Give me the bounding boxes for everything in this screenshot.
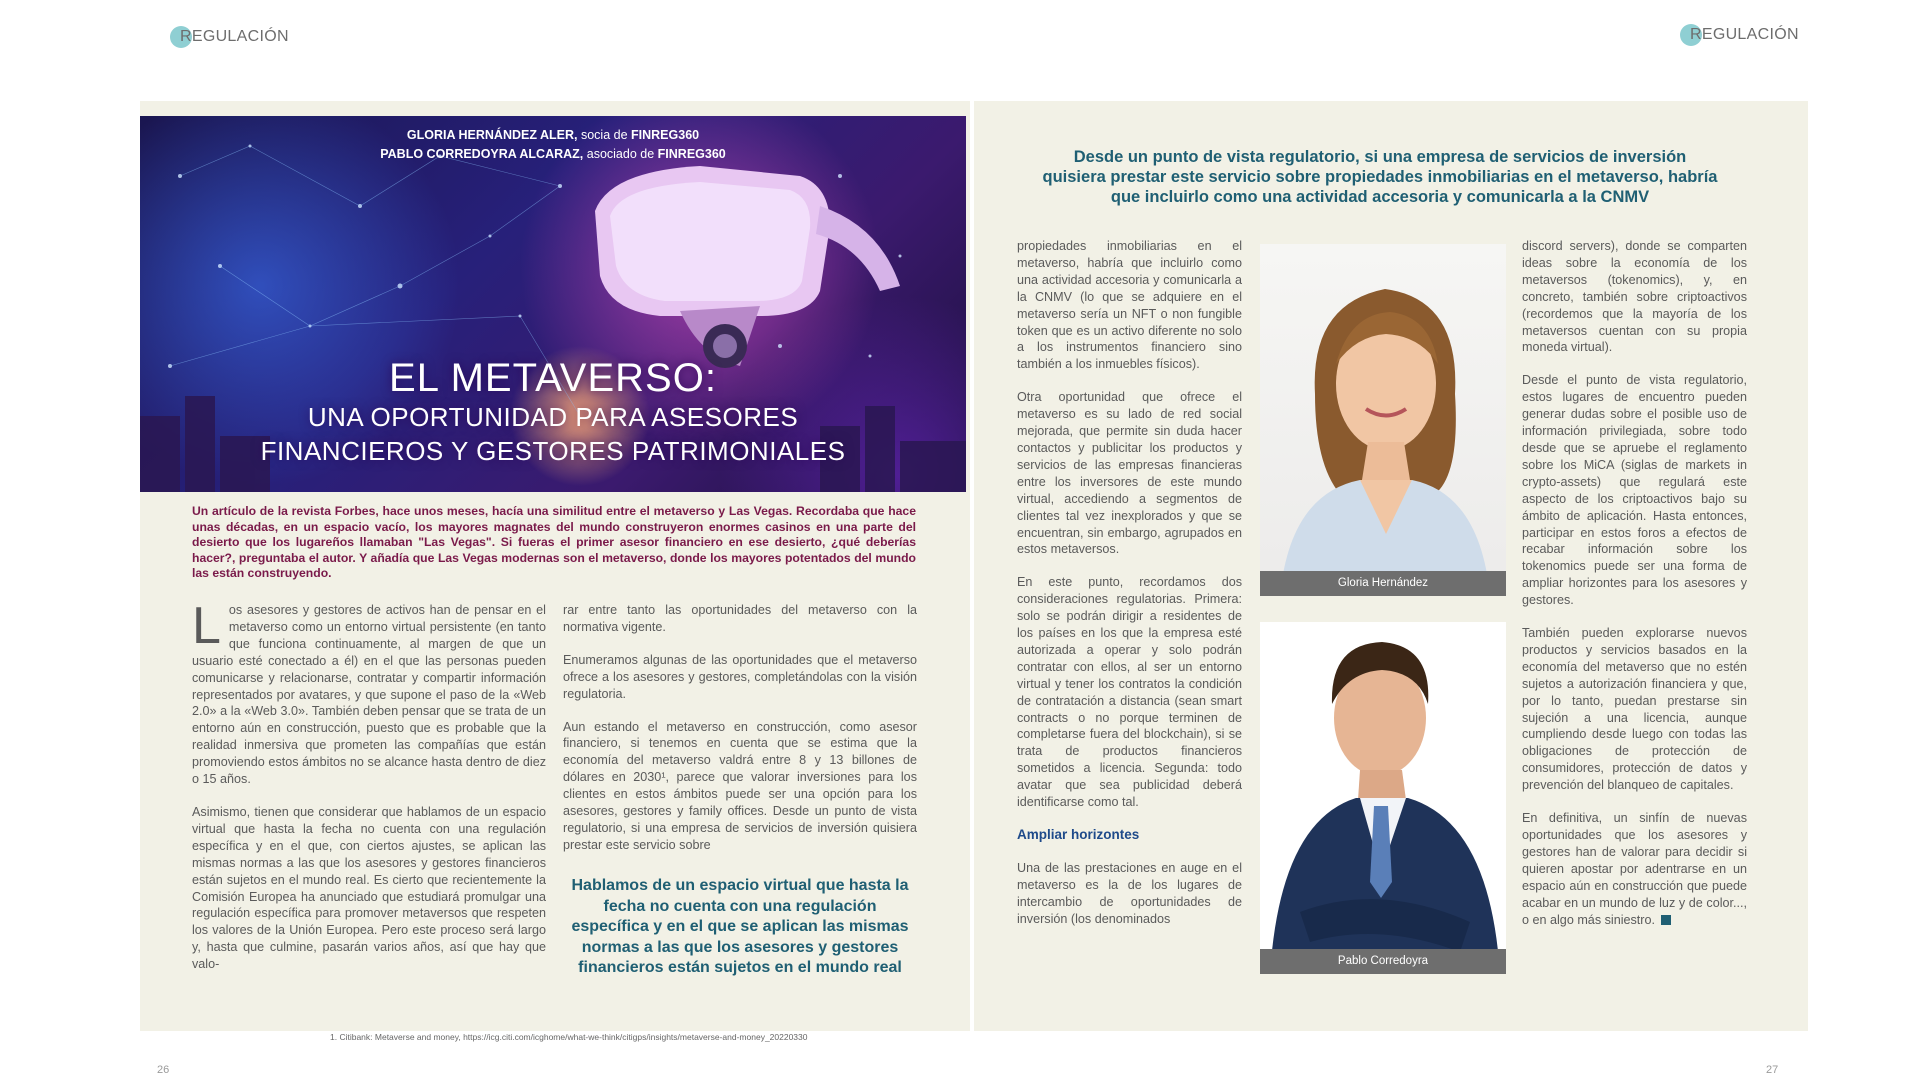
paragraph: os asesores y gestores de activos han de pensar en el metaverso como un entorno virtual persistente (en tanto que funciona continuamente, al margen de que un usuario esté conectado a él) en el que las personas pueden comunicarse y relacionarse, contratar y compartir información representados por avatares, y que supone el paso de la «Web 2.0» a la «Web 3.0». También deben pensar que se trata de un entorno aún en construcción, puesto que es probable que la realidad inmersiva que prometen las compañías que están promoviendo estos ámbitos no se alcance hasta dentro de diez o 15 años.: [192, 603, 546, 787]
portrait-pablo: [1260, 622, 1506, 974]
title-line-1: EL METAVERSO:: [389, 356, 717, 400]
paragraph: Una de las prestaciones en auge en el metaverso es la de los lugares de intercambio de oportunidades de inversión (los denominados: [1017, 860, 1242, 926]
right-column-3: [1522, 238, 1747, 944]
paragraph: En definitiva, un sinfín de nuevas oportunidades que los asesores y gestores han de valorar para decidir si quieren apostar por adentrarse en un espacio aún en construcción que puede acabar en un mundo de luz y de color..., o en algo más siniestro.: [1522, 811, 1747, 927]
paragraph: También pueden explorarse nuevos productos y servicios basados en la economía del metaverso que no estén sujetos a autorización financiera y que, por lo tanto, puedan prestarse sin sujeción a una licencia, aunque cumpliendo desde luego con todas las obligaciones de protección de consumidores, protección de datos y prevención del blanqueo de capitales.: [1522, 626, 1747, 793]
section-tag-right: [1680, 24, 1799, 46]
hero-banner: [140, 116, 966, 492]
paragraph: rar entre tanto las oportunidades del metaverso con la normativa vigente.: [563, 603, 917, 634]
author-role: socia de: [580, 128, 628, 142]
author-firm: FINREG360: [657, 147, 726, 161]
paragraph: Asimismo, tienen que considerar que hablamos de un espacio virtual que hasta la fecha no cuenta con una regulación específica y en el que, con ciertos ajustes, se aplican las mismas normas a las que los asesores y gestores financieros están sujetos en el mundo real. Es cierto que recientemente la Comisión Europea ha anunciado que estudiará promulgar una regulación específica para promover metaversos que respeten los valores de la Unión Europea. Pero este proceso será largo y, hasta que culmine, pasarán varios años, así que hay que valo-: [192, 804, 546, 972]
portrait-image: [1260, 244, 1506, 596]
pull-quote-right: Desde un punto de vista regulatorio, si una empresa de servicios de inversión quisiera prestar este servicio sobre propiedades inmobiliarias en el metaverso, habría que incluirlo como una actividad accesoria y comunicarla a la CNMV: [1042, 148, 1718, 206]
title-line-2: UNA OPORTUNIDAD PARA ASESORES: [307, 402, 799, 432]
right-column-1: [1017, 238, 1242, 944]
author-name: GLORIA HERNÁNDEZ ALER,: [406, 128, 578, 142]
paragraph: En este punto, recordamos dos consideraciones regulatorias. Primera: solo se podrán dirigir a residentes de los países en los que la empresa esté autorizada a operar y solo podrán contratar con ellos, al ser un entorno virtual y tener los contratos la condición de contratación a distancia (sean smart contracts o no porque terminen de completarse fuera del blockchain), si se trata de productos financieros sometidos a licencia. Segunda: todo avatar que sea publicidad deberá identificarse como tal.: [1017, 575, 1242, 810]
paragraph: Desde el punto de vista regulatorio, estos lugares de encuentro pueden generar dudas sobre el posible uso de información privilegiada, sobre todo desde que se apruebe el reglamento sobre los MiCA (siglas de markets in crypto-assets) que regulará este aspecto de los criptoactivos bajo su ámbito de aplicación. Hasta entonces, participar en estos foros a efectos de recabar información sobre los tokenomics puede ser una forma de ampliar horizontes para los asesores y gestores.: [1522, 373, 1747, 608]
paragraph: Aun estando el metaverso en construcción, como asesor financiero, si tenemos en cuenta que se estima que la economía del metaverso valdrá entre 8 y 13 billones de dólares en 2030¹, parece que valorar inversiones para los clientes en estos ámbitos puede ser una opción para los asesores, gestores y family offices. Desde un punto de vista regulatorio, si una empresa de servicios de inversión quisiera prestar este servicio sobre: [563, 719, 917, 852]
left-column-2: [563, 602, 917, 870]
portrait-gloria: [1260, 244, 1506, 596]
pull-quote-left: Hablamos de un espacio virtual que hasta la fecha no cuenta con una regulación específica y en el que se aplican las mismas normas a las que los asesores y gestores financieros están sujetos en el mundo real: [571, 877, 909, 976]
paragraph: Enumeramos algunas de las oportunidades que el metaverso ofrece a los asesores y gestores, completándolas con la visión regulatoria.: [563, 652, 917, 701]
page-number-left: 26: [157, 1064, 170, 1076]
end-of-article-icon: [1661, 915, 1671, 925]
paragraph: Otra oportunidad que ofrece el metaverso es su lado de red social mejorada, que permite sin duda hacer contactos y publicitar los productos y servicios de las empresas financieras entre los inversores de este mundo virtual, accediendo a segmentos de clientes tal vez inexplorados y que se encuentran, sin embargo, agrupados en estos metaversos.: [1017, 390, 1242, 557]
author-firm: FINREG360: [631, 128, 700, 142]
hero-authors: [140, 126, 966, 164]
lead-paragraph: Un artículo de la revista Forbes, hace unos meses, hacía una similitud entre el metaverso y Las Vegas. Recordaba que hace unas décadas, en un espacio vacío, los mayores magnates del mundo construyeron enormes casinos en una parte del desierto que los lugareños llamaban "Las Vegas". Si fueras el primer asesor financiero en ese desierto, ¿qué deberías hacer?, preguntaba el autor. Y añadía que Las Vegas modernas son el metaverso, donde los mayores potentados del mundo las están construyendo.: [192, 504, 916, 581]
drop-cap: L: [192, 597, 221, 655]
title-line-3: FINANCIEROS Y GESTORES PATRIMONIALES: [260, 436, 846, 466]
author-role: asociado de: [586, 147, 655, 161]
paragraph: propiedades inmobiliarias en el metaverso, habría que incluirlo como una actividad accesoria y comunicarla a la CNMV (lo que se adquiere en el metaverso sería un NFT o non fungible token que es un activo diferente no solo a los instrumentos financiero sino también a los inmuebles físicos).: [1017, 239, 1242, 372]
photo-caption: Pablo Corredoyra: [1260, 949, 1506, 974]
portrait-image: [1260, 622, 1506, 974]
author-name: PABLO CORREDOYRA ALCARAZ,: [380, 147, 584, 161]
article-title: [140, 356, 966, 468]
left-column-1: [192, 597, 546, 989]
section-label: REGULACIÓN: [1690, 26, 1799, 43]
footnote: 1. Citibank: Metaverse and money, https://icg.citi.com/icghome/what-we-think/citigps/insights/metaverse-and-money_20220330: [330, 1032, 808, 1042]
page-number-right: 27: [1766, 1064, 1779, 1076]
paragraph: discord servers), donde se comparten ideas sobre la economía de los metaversos (tokenomics), y, en concreto, también sobre criptoactivos (recordemos que la mayoría de los metaversos cuentan con su propia moneda virtual).: [1522, 239, 1747, 355]
section-label: REGULACIÓN: [180, 28, 289, 45]
subheading: Ampliar horizontes: [1017, 827, 1140, 842]
section-tag-left: [170, 26, 289, 48]
photo-caption: Gloria Hernández: [1260, 571, 1506, 596]
